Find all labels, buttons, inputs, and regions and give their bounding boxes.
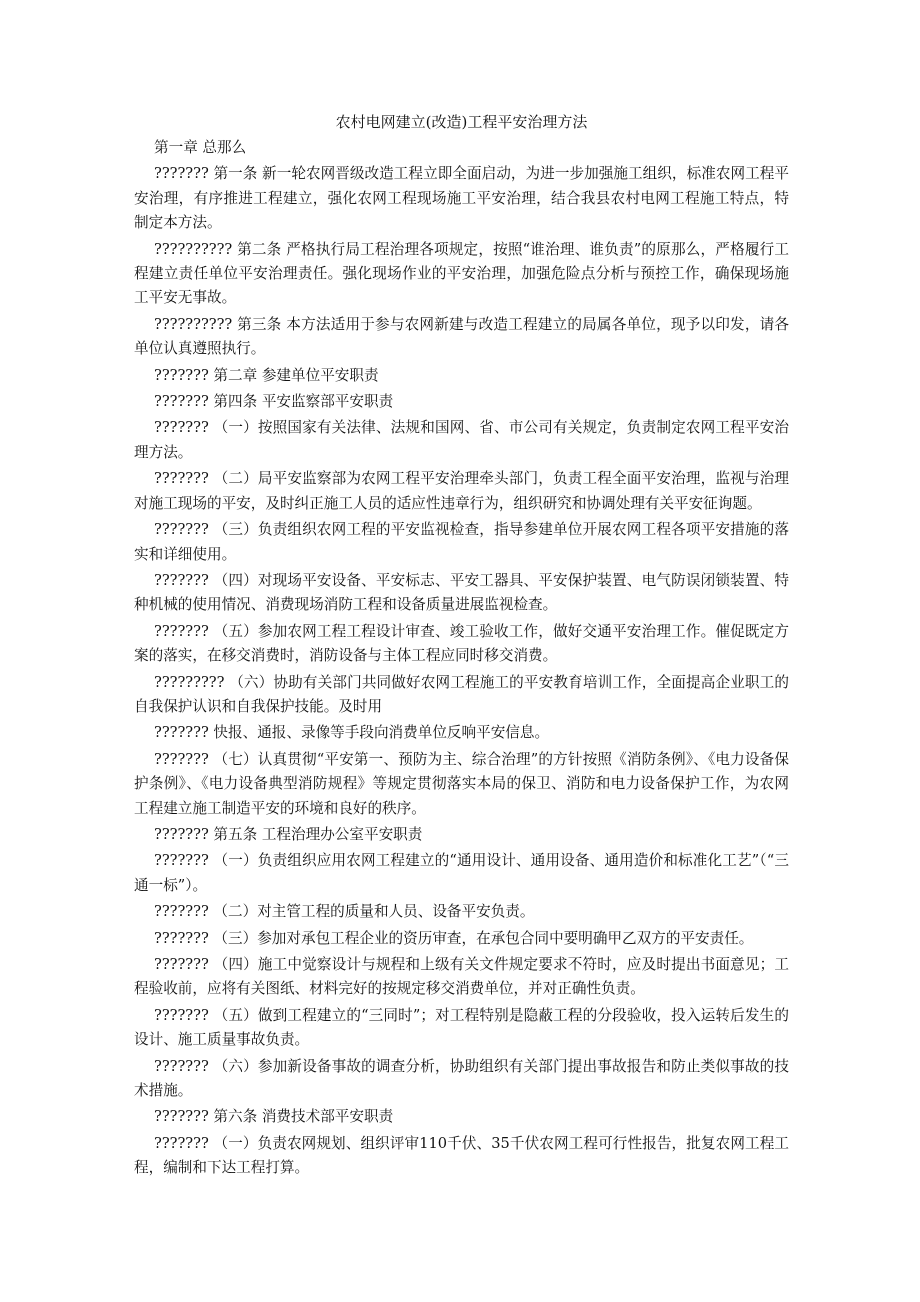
paragraph-article-5: ??????? 第五条 工程治理办公室平安职责	[154, 825, 423, 843]
paragraph-item: ??????? （五）参加农网工程工程设计审查、竣工验收工作，做好交通平安治理工作。催促既定方案的落实，在移交消费时，消防设备与主体工程应同时移交消费。	[134, 622, 789, 665]
document-body	[134, 136, 789, 1181]
document-title: 农村电网建立(改造)工程平安治理方法	[335, 113, 588, 131]
document-page	[134, 110, 789, 1183]
paragraph-item: ??????? （一）负责组织应用农网工程建立的“通用设计、通用设备、通用造价和标准化工艺”（“三通一标”）。	[134, 852, 789, 894]
paragraph-article-1: ??????? 第一条 新一轮农网晋级改造工程立即全面启动，为进一步加强施工组织，标准农网工程平安治理，有序推进工程建立，强化农网工程现场施工平安治理，结合我县农村电网工程施工特点，特制定本方法。	[134, 165, 789, 232]
paragraph-item: ??????? （五）做到工程建立的“三同时”；对工程特别是隐蔽工程的分段验收，投入运转后发生的设计、施工质量事故负责。	[134, 1006, 789, 1049]
paragraph-item: ??????? （二）局平安监察部为农网工程平安治理牵头部门，负责工程全面平安治理，监视与治理对施工现场的平安，及时纠正施工人员的适应性违章行为，组织研究和协调处理有关平安征询题。	[134, 470, 789, 512]
paragraph-item: ??????? （三）参加对承包工程企业的资历审查，在承包合同中要明确甲乙双方的平安责任。	[154, 929, 754, 947]
paragraph-article-6: ??????? 第六条 消费技术部平安职责	[154, 1108, 394, 1126]
paragraph-item: ????????? （六）协助有关部门共同做好农网工程施工的平安教育培训工作，全面提高企业职工的自我保护认识和自我保护技能。及时用	[134, 673, 789, 715]
paragraph-item: ??????? （四）对现场平安设备、平安标志、平安工器具、平安保护装置、电气防误闭锁装置、特种机械的使用情况、消费现场消防工程和设备质量进展监视检查。	[134, 571, 789, 614]
paragraph-item: ??????? （四）施工中觉察设计与规程和上级有关文件规定要求不符时，应及时提出书面意见；工程验收前，应将有关图纸、材料完好的按规定移交消费单位，并对正确性负责。	[134, 956, 789, 998]
paragraph-article-2: ?????????? 第二条 严格执行局工程治理各项规定，按照“谁治理、谁负责”的原那么，严格履行工程建立责任单位平安治理责任。强化现场作业的平安治理，加强危险点分析与预控工作，确保现场施工平安无事故。	[134, 240, 789, 307]
paragraph-item: ??????? （六）参加新设备事故的调查分析，协助组织有关部门提出事故报告和防止类似事故的技术措施。	[134, 1057, 789, 1100]
paragraph-article-3: ?????????? 第三条 本方法适用于参与农网新建与改造工程建立的局属各单位，现予以印发，请各单位认真遵照执行。	[134, 315, 789, 358]
paragraph-item: ??????? （二）对主管工程的质量和人员、设备平安负责。	[154, 903, 535, 921]
paragraph-chapter-1: 第一章 总那么	[154, 139, 247, 156]
paragraph-chapter-2: ??????? 第二章 参建单位平安职责	[154, 366, 379, 384]
paragraph-item: ??????? （一）按照国家有关法律、法规和国网、省、市公司有关规定，负责制定农网工程平安治理方法。	[134, 419, 789, 461]
paragraph-item: ??????? （三）负责组织农网工程的平安监视检查，指导参建单位开展农网工程各项平安措施的落实和详细使用。	[134, 521, 789, 563]
paragraph-article-4: ??????? 第四条 平安监察部平安职责	[154, 393, 394, 411]
paragraph-item: ??????? （七）认真贯彻“平安第一、预防为主、综合治理”的方针按照《消防条例》、《电力设备保护条例》、《电力设备典型消防规程》等规定贯彻落实本局的保卫、消防和电力设备保护工作，为农网工程建立施工制造平安的环境和良好的秩序。	[134, 750, 789, 817]
paragraph-item: ??????? （一）负责农网规划、组织评审110千伏、35千伏农网工程可行性报告，批复农网工程工程，编制和下达工程打算。	[134, 1134, 789, 1177]
paragraph-item: ??????? 快报、通报、录像等手段向消费单位反响平安信息。	[154, 724, 550, 742]
